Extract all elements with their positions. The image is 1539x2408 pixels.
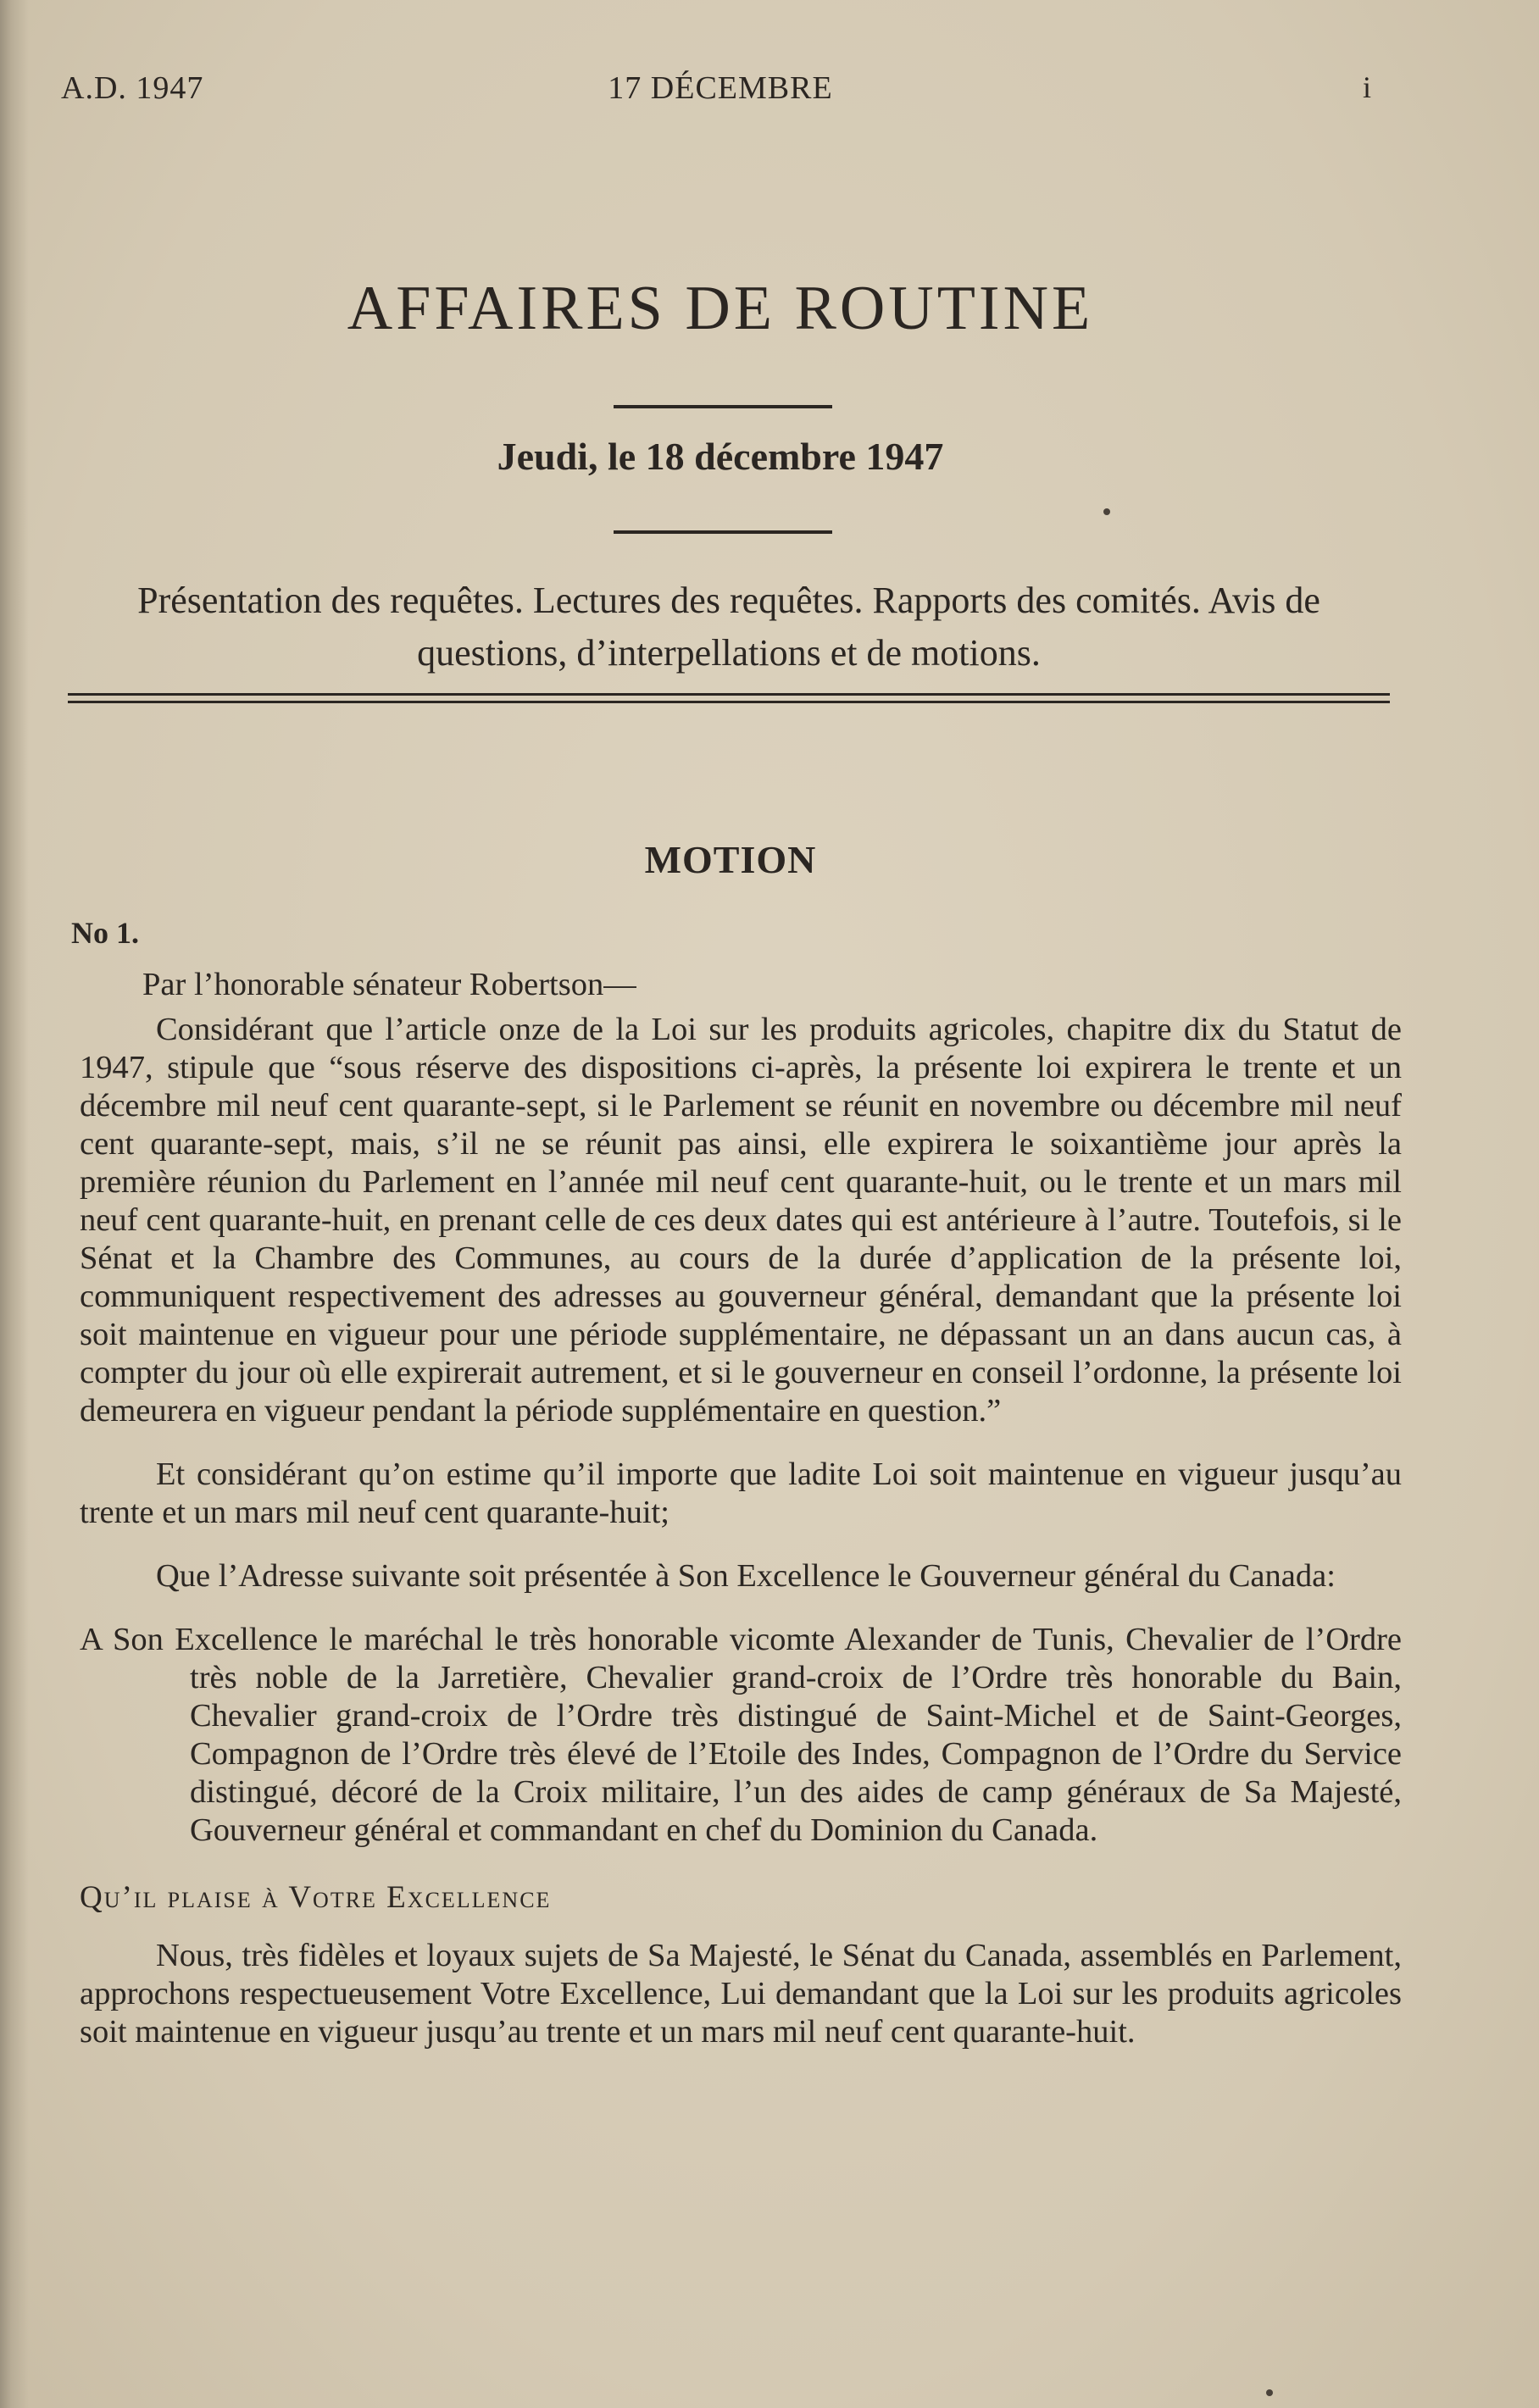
address-recipient: A Son Excellence le maréchal le très honorable vicomte Alexander de Tunis, Chevalier de l’Ordre très noble de la Jarretière, Chevalier grand-croix de l’Ordre très honorable du Bain, Chevalier grand-croix de l’Ordre très distingué de Saint-Michel et de Saint-Georges, Compagnon de l’Ordre très élevé de l’Etoile des Indes, Compagnon de l’Ordre du Service distingué, décoré de la Croix militaire, l’un des aides de camp généraux de Sa Majesté, Gouverneur général et commandant en chef du Dominion du Canada.	[80, 1622, 1402, 1848]
motion-paragraph: Considérant que l’article onze de la Loi sur les produits agricoles, chapitre dix du Statut de 1947, stipule que “sous réserve des dispositions ci-après, la présente loi expirera le trente et un décembre mil neuf cent quarante-sept, si le Parlement se réunit en novembre ou décembre mil neuf cent quarante-sept, mais, s’il ne se réunit pas ainsi, elle expirera le soixantième jour après la première réunion du Parlement en l’année mil neuf cent quarante-huit, ou le trente et un mars mil neuf cent quarante-huit, en prenant celle de ces deux dates qui est antérieure à l’autre. Toutefois, si le Sénat et la Chambre des Communes, au cours de la durée d’application de la présente loi, communiquent respectivement des adresses au gouverneur général, demandant que la présente loi soit maintenue en vigueur pour une période supplémentaire, ne dépassant un an dans aucun cas, à compter du jour où elle expirerait autrement, et si le gouverneur en conseil l’ordonne, la présente loi demeurera en vigueur pendant la période supplémentaire en question.”	[80, 1012, 1402, 1429]
address-salutation: Qu’il plaise à Votre Excellence	[80, 1880, 552, 1915]
page-edge-shadow	[0, 0, 29, 2408]
order-of-business: Présentation des requêtes. Lectures des requêtes. Rapports des comités. Avis de questions, d’interpellations et de motions.	[137, 580, 1320, 674]
motion-sponsor: Par l’honorable sénateur Robertson—	[142, 967, 636, 1002]
header-year: A.D. 1947	[61, 70, 204, 106]
page-title: AFFAIRES DE ROUTINE	[347, 274, 1094, 343]
date-divider	[614, 530, 832, 534]
header-date: 17 DÉCEMBRE	[608, 70, 833, 106]
motion-number: No 1.	[71, 916, 139, 950]
motion-paragraph: Que l’Adresse suivante soit présentée à Son Excellence le Gouverneur général du Canada:	[156, 1558, 1336, 1594]
title-divider	[614, 405, 832, 408]
paper-speck	[1103, 508, 1110, 515]
paper-speck	[1266, 2389, 1273, 2396]
page-number: i	[1363, 70, 1373, 104]
address-closing: Nous, très fidèles et loyaux sujets de Sa Majesté, le Sénat du Canada, assemblés en Parlement, approchons respectueusement Votre Excellence, Lui demandant que la Loi sur les produits agricoles soit maintenue en vigueur jusqu’au trente et un mars mil neuf cent quarante-huit.	[80, 1938, 1402, 2050]
motion-body	[80, 966, 1402, 2051]
section-double-rule	[68, 693, 1390, 703]
session-date: Jeudi, le 18 décembre 1947	[497, 435, 944, 478]
motion-paragraph: Et considérant qu’on estime qu’il importe que ladite Loi soit maintenue en vigueur jusqu’au trente et un mars mil neuf cent quarante-huit;	[80, 1456, 1402, 1530]
motion-heading: MOTION	[644, 838, 817, 881]
